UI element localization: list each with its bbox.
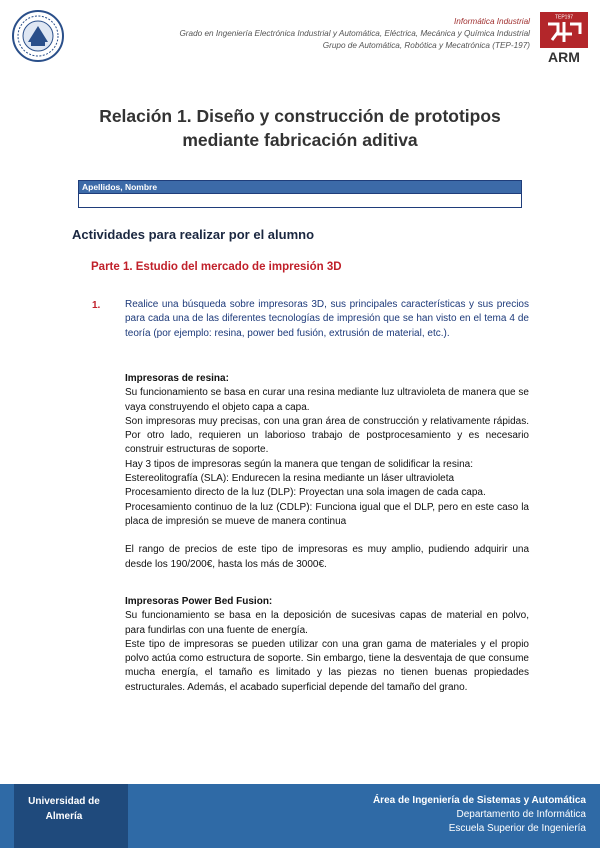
name-field-label: Apellidos, Nombre <box>79 181 521 194</box>
page-footer <box>0 784 600 848</box>
name-field[interactable] <box>79 194 521 208</box>
header-group: Grupo de Automática, Robótica y Mecatrónica (TEP-197) <box>322 41 530 50</box>
title-line-1: Relación 1. Diseño y construcción de prototipos <box>99 106 501 126</box>
header-course: Informática Industrial <box>454 17 530 26</box>
logo-text: ARM <box>548 49 580 64</box>
header-degree: Grado en Ingeniería Electrónica Industrial y Automática, Eléctrica, Mecánica y Química Industrial <box>179 29 530 38</box>
question-text: Realice una búsqueda sobre impresoras 3D, sus principales características y sus precios para cada una de las diferentes tecnologías de impresión que se han visto en el tema 4 de teoría (por ejemplo: resina, power bed fusión, extrusión de material, etc.). <box>125 299 529 339</box>
resin-paragraph-4: Estereolitografía (SLA): Endurecen la resina mediante un láser ultravioleta <box>125 473 455 485</box>
footer-school: Escuela Superior de Ingeniería <box>448 823 586 834</box>
footer-university-line-2: Almería <box>45 811 83 822</box>
resin-paragraph-1: Su funcionamiento se basa en curar una resina mediante luz ultravioleta de manera que se vaya construyendo el objeto capa a capa. <box>125 387 529 413</box>
footer-university <box>0 794 128 824</box>
part1-heading: Parte 1. Estudio del mercado de impresión 3D <box>91 261 342 273</box>
footer-department <box>373 794 586 836</box>
resin-paragraph-3: Hay 3 tipos de impresoras según la manera que tengan de solidificar la resina: <box>125 458 473 470</box>
arm-group-logo <box>540 12 588 64</box>
powder-paragraph-2: Este tipo de impresoras se pueden utilizar con una gran gama de materiales y el propio polvo actúa como estructura de soporte. Sin embargo, tiene la desventaja de que consume mucha energía, el tamaño es limitado y las piezas no tienen buenas propiedades estructurales. Además, el acabado superficial depende del tamaño del grano. <box>125 638 529 693</box>
activities-heading: Actividades para realizar por el alumno <box>72 227 315 242</box>
footer-area: Área de Ingeniería de Sistemas y Automática <box>372 795 586 806</box>
resin-paragraph-5: Procesamiento directo de la luz (DLP): Proyectan una sola imagen de cada capa. <box>125 487 486 499</box>
document-header <box>179 16 530 52</box>
resin-paragraph-6: Procesamiento continuo de la luz (CDLP): Funciona igual que el DLP, pero en este caso la placa de impresión se mueve de manera continua <box>125 501 529 527</box>
title-line-2: mediante fabricación aditiva <box>182 130 418 150</box>
resin-paragraph-7: El rango de precios de este tipo de impresoras es muy amplio, pudiendo adquirir una desde los 190/200€, hasta los más de 3000€. <box>125 544 529 570</box>
university-seal-logo <box>12 10 64 62</box>
resin-section <box>125 372 529 572</box>
footer-dept: Departamento de Informática <box>456 809 586 820</box>
logo-top-text: TEP197 <box>554 14 574 21</box>
resin-heading: Impresoras de resina: <box>125 373 229 384</box>
powder-heading: Impresoras Power Bed Fusion: <box>125 596 273 607</box>
resin-paragraph-2: Son impresoras muy precisas, con una gran área de construcción y relativamente rápidas. Por otro lado, requieren un laborioso trabajo de postprocesamiento y es necesario construir estructuras de soporte. <box>125 415 529 456</box>
page-title <box>0 104 600 152</box>
powder-section <box>125 595 529 695</box>
powder-paragraph-1: Su funcionamiento se basa en la deposición de sucesivas capas de material en polvo, para fundirlas con una fuente de energía. <box>125 610 529 636</box>
footer-university-line-1: Universidad de <box>28 796 100 807</box>
question-number: 1. <box>92 300 101 311</box>
name-field-box <box>78 180 522 208</box>
